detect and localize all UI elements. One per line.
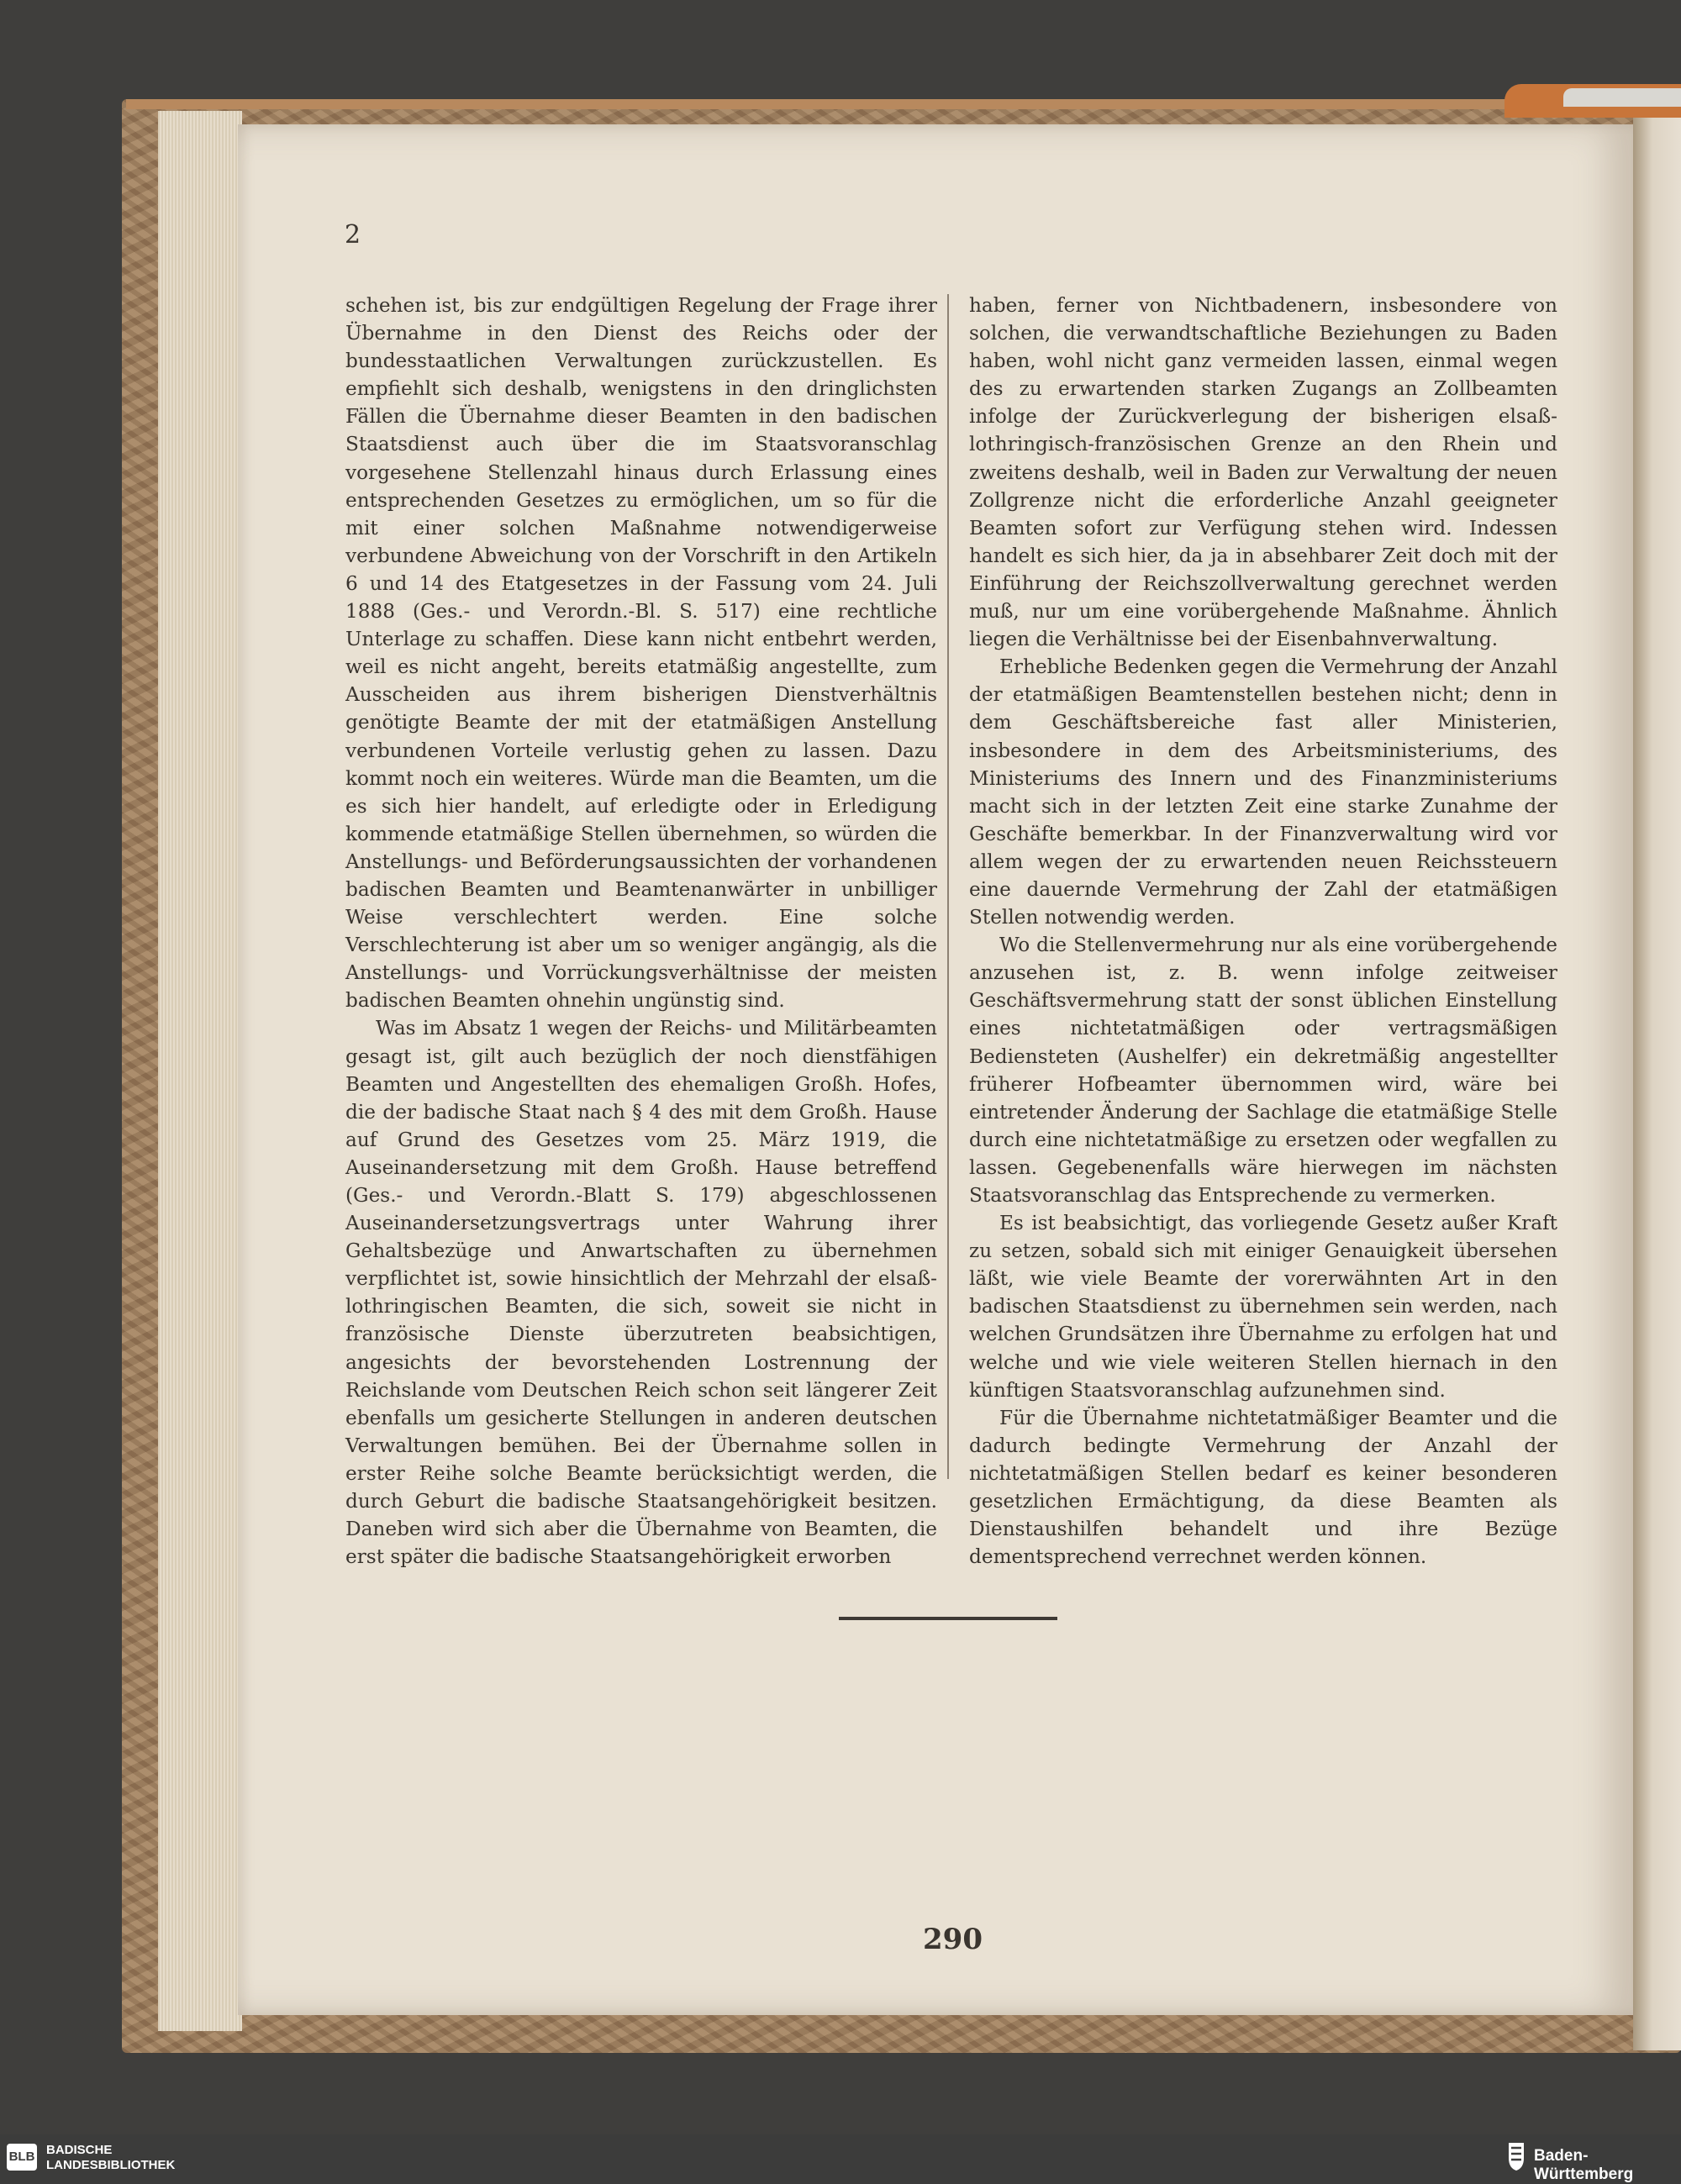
paragraph: haben, ferner von Nichtbadenern, insbesondere von solchen, die verwandtschaftliche Beziehungen zu Baden haben, wohl nicht ganz vermeiden lassen, einmal wegen des zu erwartenden starken Zugangs an Zollbeamten infolge der Zurückverlegung der bisherigen elsaß-lothringisch-französischen Grenze an den Rhein und zweitens deshalb, weil in Baden zur Verwaltung der neuen Zollgrenze nicht die erforderliche Anzahl geeigneter Beamten sofort zur Verfügung stehen wird. Indessen handelt es sich hier, da ja in absehbarer Zeit doch mit der Einführung der Reichszollverwaltung gerechnet werden muß, nur um eine vorübergehende Maßnahme. Ähnlich liegen die Verhältnisse bei der Eisenbahnverwaltung. xyxy=(969,294,1557,651)
bookmark-ribbon xyxy=(1563,88,1681,107)
paragraph: Erhebliche Bedenken gegen die Vermehrung der Anzahl der etatmäßigen Beamtenstellen bestehen nicht; denn in dem Geschäftsbereiche fast aller Ministerien, insbesondere in dem des Arbeitsministeriums, des Ministeriums des Innern und des Finanzministeriums macht sich in der letzten Zeit eine starke Zunahme der Geschäfte bemerkbar. In der Finanzverwaltung wird vor allem wegen der zu erwartenden neuen Reichssteuern eine dauernde Vermehrung der Zahl der etatmäßigen Stellen notwendig werden. xyxy=(969,655,1557,929)
library-name[interactable] xyxy=(46,2143,175,2173)
institution-bar xyxy=(0,2134,1681,2178)
coat-of-arms-icon xyxy=(1507,2141,1526,2171)
footer-page-number: 290 xyxy=(923,1923,983,1956)
section-end-rule xyxy=(839,1617,1057,1620)
paragraph: schehen ist, bis zur endgültigen Regelung der Frage ihrer Übernahme in den Dienst des Reichs oder der bundesstaatlichen Verwaltungen zurückzustellen. Es empfiehlt sich deshalb, wenigstens in den dringlichsten Fällen die Übernahme dieser Beamten in den badischen Staatsdienst auch über die im Staatsvoranschlag vorgesehene Stellenzahl hinaus durch Erlassung eines entsprechenden Gesetzes zu ermöglichen, um so für die mit einer solchen Maßnahme notwendigerweise verbundene Abweichung von der Vorschrift in den Artikeln 6 und 14 des Etatgesetzes in der Fassung vom 24. Juli 1888 (Ges.- und Verordn.-Bl. S. 517) eine rechtliche Unterlage zu schaffen. Diese kann nicht entbehrt werden, weil es nicht angeht, bereits etatmäßig angestellte, zum Ausscheiden aus ihrem bisherigen Dienstverhältnis genötigte Beamte der mit der etatmäßigen Anstellung verbundenen Vorteile verlustig gehen zu lassen. Dazu kommt noch ein weiteres. Würde man die Beamten, um die es sich hier handelt, auf erledigte oder in Erledigung kommende etatmäßige Stellen übernehmen, so würden die Anstellungs- und Beförderungsaussichten der vorhandenen badischen Beamten und Beamtenanwärter in unbilliger Weise verschlechtert werden. Eine solche Verschlechterung ist aber um so weniger angängig, als die Anstellungs- und Vorrückungsverhältnisse der meisten badischen Beamten ohnehin ungünstig sind. xyxy=(345,294,937,1013)
facing-page-edge xyxy=(1633,118,1681,2050)
paragraph: Für die Übernahme nichtetatmäßiger Beamter und die dadurch bedingte Vermehrung der Anzahl der nichtetatmäßigen Stellen bedarf es keiner besonderen gesetzlichen Ermächtigung, da diese Beamten als Dienstaushilfen behandelt und ihre Bezüge dementsprechend verrechnet werden können. xyxy=(969,1406,1557,1569)
paragraph: Was im Absatz 1 wegen der Reichs- und Militärbeamten gesagt ist, gilt auch bezüglich der noch dienstfähigen Beamten und Angestellten des ehemaligen Großh. Hofes, die der badische Staat nach § 4 des mit dem Großh. Hause auf Grund des Gesetzes vom 25. März 1919, die Auseinandersetzung mit dem Großh. Hause betreffend (Ges.- und Verordn.-Blatt S. 179) abgeschlossenen Auseinandersetzungsvertrags unter Wahrung ihrer Gehaltsbezüge und Anwartschaften zu übernehmen verpflichtet ist, sowie hinsichtlich der Mehrzahl der elsaß-lothringischen Beamten, die sich, soweit sie nicht in französische Dienste überzutreten beabsichtigen, angesichts der bevorstehenden Lostrennung der Reichslande vom Deutschen Reich schon seit längerer Zeit ebenfalls um gesicherte Stellungen in anderen deutschen Verwaltungen bemühen. Bei der Übernahme sollen in erster Reihe solche Beamte berücksichtigt werden, die durch Geburt die badische Staatsangehörigkeit besitzen. Daneben wird sich aber die Übernahme von Beamten, die erst später die badische Staatsangehörigkeit erworben xyxy=(345,1017,937,1569)
paragraph: Wo die Stellenvermehrung nur als eine vorübergehende anzusehen ist, z. B. wenn infolge zeitweiser Geschäftsvermehrung statt der sonst üblichen Einstellung eines nichtetatmäßigen oder vertragsmäßigen Bediensteten (Aushelfer) ein dekretmäßig angestellter früherer Hofbeamter übernommen wird, wäre bei eintretender Änderung der Sachlage die etatmäßige Stelle durch eine nichtetatmäßige zu ersetzen oder wegfallen zu lassen. Gegebenenfalls wäre hierwegen im nächsten Staatsvoranschlag das Entsprechende zu vermerken. xyxy=(969,934,1557,1207)
page-stack xyxy=(158,111,242,2031)
column-divider xyxy=(947,294,949,1479)
blb-logo-icon[interactable]: BLB xyxy=(7,2144,37,2171)
state-name[interactable]: Baden-Württemberg xyxy=(1534,2147,1634,2183)
right-column xyxy=(969,292,1557,1571)
header-page-number: 2 xyxy=(345,220,361,250)
cover-edge xyxy=(126,99,1555,109)
library-name-line1: BADISCHE xyxy=(46,2143,113,2157)
library-name-line2: LANDESBIBLIOTHEK xyxy=(46,2158,176,2172)
paragraph: Es ist beabsichtigt, das vorliegende Gesetz außer Kraft zu setzen, sobald sich mit einiger Genauigkeit übersehen läßt, wie viele Beamte der vorerwähnten Art in den badischen Staatsdienst zu übernehmen sein werden, nach welchen Grundsätzen ihre Übernahme zu erfolgen hat und welche und wie viele weiteren Stellen hiernach in den künftigen Staatsvoranschlag aufzunehmen sind. xyxy=(969,1212,1557,1402)
left-column xyxy=(345,292,937,1571)
